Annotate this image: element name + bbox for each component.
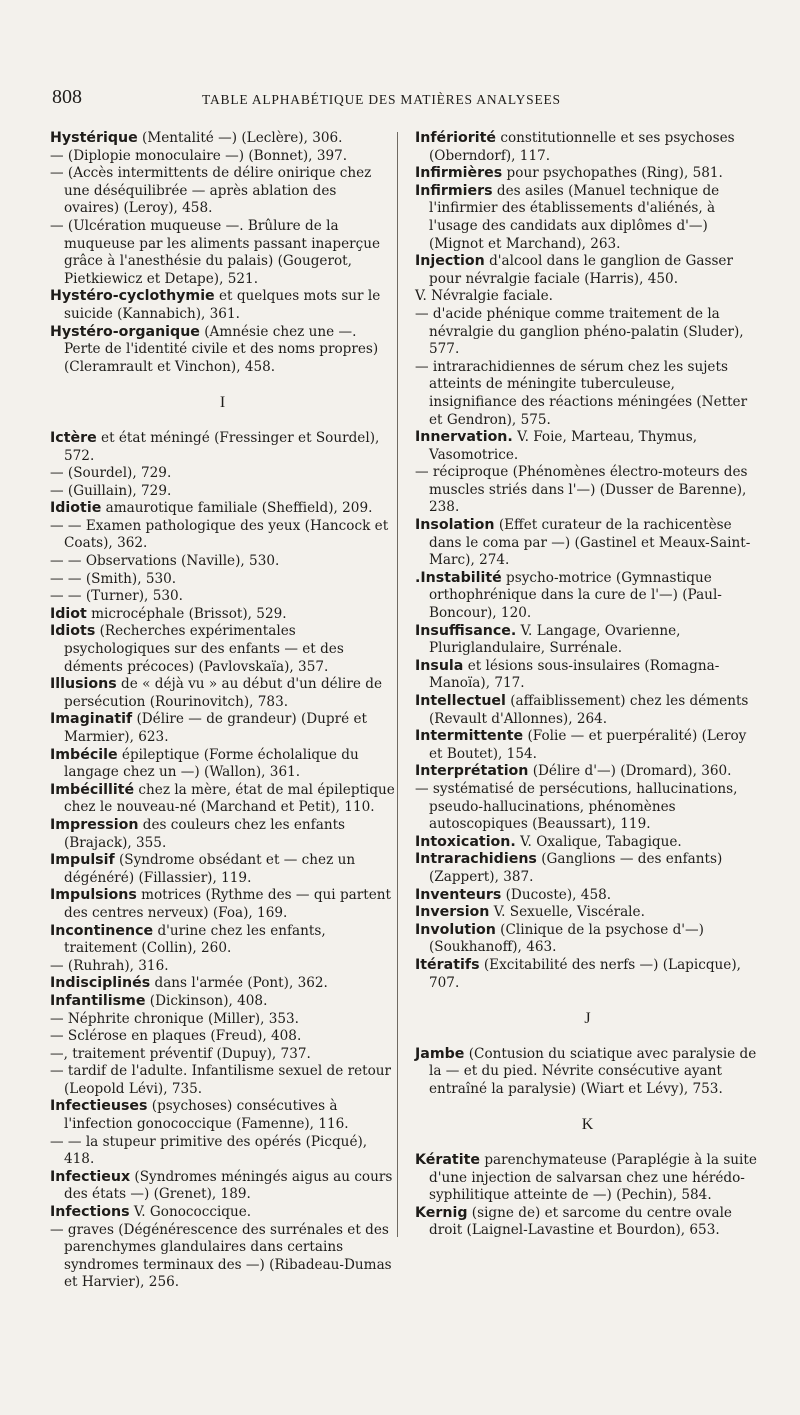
index-entry <box>50 676 395 711</box>
entry-text: — (Sourdel), 729. <box>50 465 172 482</box>
entry-headword: Interprétation <box>415 763 529 780</box>
entry-headword: .Instabilité <box>415 569 502 586</box>
entry-text: chez la mère, état de mal épileptique chez le nouveau-né (Marchand et Petit), 110. <box>64 781 395 816</box>
entry-text: (Mentalité —) (Leclère), 306. <box>137 130 343 146</box>
index-entry <box>415 429 760 464</box>
entry-headword: Kernig <box>415 1204 468 1221</box>
entry-text: V. Sexuelle, Viscérale. <box>489 904 645 921</box>
index-entry <box>50 606 395 624</box>
entry-headword: Inventeurs <box>415 886 502 903</box>
index-entry <box>415 887 760 905</box>
index-entry <box>415 904 760 922</box>
entry-text: — — la stupeur primitive des opérés (Picqué), 418. <box>50 1133 368 1168</box>
index-entry <box>50 993 395 1011</box>
entry-text: parenchymateuse (Paraplégie à la suite d'une injection de salvarsan chez une hérédo-syphilitique atteinte de —) (Pechin), 584. <box>429 1152 757 1204</box>
index-entry <box>50 165 395 218</box>
entry-text: (Délire — de grandeur) (Dupré et Marmier), 623. <box>64 711 367 745</box>
index-entry <box>50 1098 395 1133</box>
entry-text: (Ganglions — des enfants) (Zappert), 387. <box>429 851 723 885</box>
index-entry <box>50 1011 395 1029</box>
entry-headword: Infériorité <box>415 130 497 146</box>
index-entry <box>50 1046 395 1064</box>
entry-headword: Jambe <box>415 1045 465 1062</box>
entry-text: (Excitabilité des nerfs —) (Lapicque), 707. <box>429 956 741 991</box>
entry-headword: Intermittente <box>415 728 524 745</box>
entry-text: V. Foie, Marteau, Thymus, Vasomotrice. <box>429 429 698 463</box>
entry-headword: Infectieuses <box>50 1098 148 1115</box>
entry-text: — Sclérose en plaques (Freud), 408. <box>50 1028 302 1045</box>
index-entry <box>50 817 395 852</box>
entry-text: —, traitement préventif (Dupuy), 737. <box>50 1045 311 1062</box>
entry-text: V. Gonococcique. <box>129 1204 252 1221</box>
page-number: 808 <box>52 86 82 108</box>
index-entry <box>415 957 760 992</box>
entry-text: motrices (Rythme des — qui partent des centres nerveux) (Foa), 169. <box>64 887 392 921</box>
entry-text: (Syndromes méningés aigus au cours des états —) (Grenet), 189. <box>64 1168 393 1203</box>
running-title: TABLE ALPHABÉTIQUE DES MATIÈRES ANALYSEES <box>202 92 561 107</box>
index-entry <box>415 183 760 253</box>
index-entry <box>50 130 395 148</box>
index-entry <box>50 1063 395 1098</box>
index-entry <box>415 570 760 623</box>
entry-text: (Syndrome obsédant et — chez un dégénéré) (Fillassier), 119. <box>64 852 356 886</box>
index-entry <box>50 288 395 323</box>
entry-text: — — Examen pathologique des yeux (Hancock et Coats), 362. <box>50 517 389 552</box>
index-entry <box>50 747 395 782</box>
index-entry <box>50 1169 395 1204</box>
entry-text: (Amnésie chez une —. Perte de l'identité civile et des noms propres) (Cleramrault et Vinchon), 458. <box>64 323 379 375</box>
index-entry <box>415 288 760 306</box>
entry-headword: Intoxication. <box>415 833 516 850</box>
index-entry <box>415 1205 760 1240</box>
index-entry <box>415 851 760 886</box>
entry-text: V. Névralgie faciale. <box>415 288 553 305</box>
index-entry <box>50 975 395 993</box>
entry-text: et quelques mots sur le suicide (Kannabich), 361. <box>64 288 381 322</box>
entry-headword: Infirmiers <box>415 182 493 199</box>
index-entry <box>50 852 395 887</box>
entry-text: (Dickinson), 408. <box>145 992 268 1009</box>
index-entry <box>415 165 760 183</box>
entry-text: — d'acide phénique comme traitement de la névralgie du ganglion phéno-palatin (Sluder), 577. <box>415 305 744 358</box>
entry-text: (psychoses) consécutives à l'infection gonococcique (Famenne), 116. <box>64 1098 349 1133</box>
entry-headword: Kératite <box>415 1152 480 1169</box>
entry-headword: Impulsif <box>50 852 115 869</box>
index-entry <box>50 518 395 553</box>
index-entry <box>415 464 760 517</box>
entry-headword: Idiot <box>50 605 87 622</box>
entry-text: — graves (Dégénérescence des surrénales et des parenchymes glandulaires dans certains syndromes terminaux des —) (Ribadeau-Dumas et Harvier), 256. <box>50 1221 392 1291</box>
index-entry <box>50 1028 395 1046</box>
entry-headword: Infectieux <box>50 1168 131 1185</box>
index-entry <box>50 588 395 606</box>
entry-text: constitutionnelle et ses psychoses (Oberndorf), 117. <box>429 130 735 164</box>
entry-text: (Effet curateur de la rachicentèse dans le coma par —) (Gastinel et Meaux-Saint-Marc), 274. <box>429 517 751 569</box>
index-entry <box>50 553 395 571</box>
entry-text: V. Langage, Ovarienne, Pluriglandulaire, Surrénale. <box>429 622 681 657</box>
entry-headword: Injection <box>415 253 485 270</box>
section-letter: K <box>581 1116 594 1134</box>
index-entry <box>50 887 395 922</box>
entry-headword: Infirmières <box>415 165 503 182</box>
entry-text: — (Ulcération muqueuse —. Brûlure de la muqueuse par les aliments passant inaperçue grâce à l'anesthésie du palais) (Gougerot, Pietkiewicz et Detape), 521. <box>50 217 381 287</box>
entry-text: — (Accès intermittents de délire onirique chez une déséquilibrée — après ablation des ovaires) (Leroy), 458. <box>50 165 372 217</box>
entry-text: — — (Smith), 530. <box>50 570 177 587</box>
entry-text: pour psychopathes (Ring), 581. <box>502 165 723 182</box>
entry-headword: Impulsions <box>50 887 137 904</box>
entry-text: dans l'armée (Pont), 362. <box>150 975 328 992</box>
entry-text: V. Oxalique, Tabagique. <box>515 833 682 850</box>
entry-text: amaurotique familiale (Sheffield), 209. <box>101 500 373 517</box>
section-letter: J <box>584 1010 591 1028</box>
entry-text: des asiles (Manuel technique de l'infirmier des établissements d'aliénés, à l'usage des candidats aux diplômes d'—) (Mignot et Marchand), 263. <box>429 182 720 252</box>
entry-headword: Infantilisme <box>50 992 146 1009</box>
entry-text: de « déjà vu » au début d'un délire de persécution (Rourinovitch), 783. <box>64 676 383 710</box>
entry-text: des couleurs chez les enfants (Brajack), 355. <box>64 816 346 851</box>
entry-text: (Recherches expérimentales psychologiques sur des enfants — et des déments précoces) (Pavlovskaïa), 357. <box>64 623 344 675</box>
index-entry <box>415 253 760 288</box>
entry-text: (affaiblissement) chez les déments (Revault d'Allonnes), 264. <box>429 693 749 727</box>
entry-headword: Itératifs <box>415 956 480 973</box>
index-entry <box>50 1222 395 1292</box>
entry-headword: Intrarachidiens <box>415 851 537 868</box>
index-entry <box>415 130 760 165</box>
index-entry <box>415 1152 760 1205</box>
index-entry <box>415 623 760 658</box>
entry-headword: Impression <box>50 816 139 833</box>
entry-text: (Délire d'—) (Dromard), 360. <box>528 763 732 780</box>
entry-text: — (Guillain), 729. <box>50 482 172 499</box>
index-entry <box>415 763 760 781</box>
entry-headword: Indisciplinés <box>50 975 151 992</box>
index-entry <box>50 711 395 746</box>
index-entry <box>415 658 760 693</box>
index-entry <box>415 359 760 429</box>
section-letter: I <box>219 394 226 412</box>
index-entry <box>50 782 395 817</box>
entry-headword: Imbécillité <box>50 781 135 798</box>
entry-headword: Involution <box>415 921 496 938</box>
entry-headword: Inversion <box>415 904 490 921</box>
index-entry <box>50 623 395 676</box>
index-entry <box>50 1204 395 1222</box>
entry-headword: Ictère <box>50 429 97 446</box>
index-entry <box>415 922 760 957</box>
index-entry <box>50 148 395 166</box>
index-entry <box>415 1046 760 1099</box>
entry-headword: Idiots <box>50 623 96 640</box>
entry-headword: Imbécile <box>50 746 118 763</box>
entry-text: d'alcool dans le ganglion de Gasser pour névralgie faciale (Harris), 450. <box>429 253 733 287</box>
entry-headword: Innervation. <box>415 429 513 446</box>
index-entry <box>50 1134 395 1169</box>
index-entry <box>50 958 395 976</box>
entry-text: — (Diplopie monoculaire —) (Bonnet), 397. <box>50 147 348 164</box>
entry-headword: Incontinence <box>50 922 154 939</box>
index-entry <box>415 306 760 359</box>
right-column <box>415 130 760 1240</box>
index-entry <box>415 693 760 728</box>
index-entry <box>50 500 395 518</box>
entry-text: (Clinique de la psychose d'—) (Soukhanoff), 463. <box>429 921 704 956</box>
entry-text: (Folie — et puerpéralité) (Leroy et Boutet), 154. <box>429 728 747 762</box>
entry-headword: Insuffisance. <box>415 622 517 639</box>
index-entry <box>50 324 395 377</box>
entry-text: épileptique (Forme écholalique du langage chez un —) (Wallon), 361. <box>64 746 359 781</box>
index-entry <box>415 834 760 852</box>
index-entry <box>415 517 760 570</box>
entry-text: — systématisé de persécutions, hallucinations, pseudo-hallucinations, phénomènes autoscopiques (Beaussart), 119. <box>415 780 738 833</box>
entry-headword: Insolation <box>415 517 495 534</box>
entry-headword: Infections <box>50 1204 130 1221</box>
column-divider <box>397 132 398 1237</box>
page-header <box>52 86 772 112</box>
entry-text: — tardif de l'adulte. Infantilisme sexuel de retour (Leopold Lévi), 735. <box>50 1063 392 1097</box>
entry-text: (Contusion du sciatique avec paralysie de la — et du pied. Névrite consécutive ayant entraîné la paralysie) (Wiart et Lévy), 753. <box>429 1045 757 1097</box>
index-entry <box>50 430 395 465</box>
entry-headword: Imaginatif <box>50 711 133 728</box>
entry-headword: Insula <box>415 657 464 674</box>
entry-text: — — (Turner), 530. <box>50 588 183 605</box>
entry-text: et état méningé (Fressinger et Sourdel), 572. <box>64 429 380 464</box>
index-entry <box>415 781 760 834</box>
entry-headword: Illusions <box>50 676 117 693</box>
entry-text: (Ducoste), 458. <box>501 886 612 903</box>
index-entry <box>415 728 760 763</box>
entry-text: d'urine chez les enfants, traitement (Collin), 260. <box>64 922 326 957</box>
entry-text: microcéphale (Brissot), 529. <box>86 605 287 622</box>
entry-text: psycho-motrice (Gymnastique orthophrénique dans la cure de l'—) (Paul-Boncour), 120. <box>429 569 722 622</box>
entry-text: — intrarachidiennes de sérum chez les sujets atteints de méningite tuberculeuse, insignifiance des réactions méningées (Netter et Gendron), 575. <box>415 358 748 428</box>
index-entry <box>50 571 395 589</box>
entry-headword: Intellectuel <box>415 693 506 709</box>
entry-text: — — Observations (Naville), 530. <box>50 553 280 570</box>
entry-text: (signe de) et sarcome du centre ovale droit (Laignel-Lavastine et Bourdon), 653. <box>429 1204 732 1239</box>
entry-text: — Néphrite chronique (Miller), 353. <box>50 1010 299 1027</box>
entry-headword: Hystéro-organique <box>50 323 200 340</box>
index-entry <box>50 923 395 958</box>
entry-text: — (Ruhrah), 316. <box>50 957 169 974</box>
left-column <box>50 130 395 1292</box>
entry-headword: Hystéro-cyclothymie <box>50 288 215 305</box>
entry-headword: Idiotie <box>50 500 102 517</box>
entry-text: — réciproque (Phénomènes électro-moteurs des muscles striés dans l'—) (Dusser de Barenne), 238. <box>415 464 748 516</box>
entry-headword: Hystérique <box>50 130 138 146</box>
index-entry <box>50 218 395 288</box>
index-entry <box>50 465 395 483</box>
entry-text: et lésions sous-insulaires (Romagna-Manoïa), 717. <box>429 657 720 692</box>
index-entry <box>50 483 395 501</box>
